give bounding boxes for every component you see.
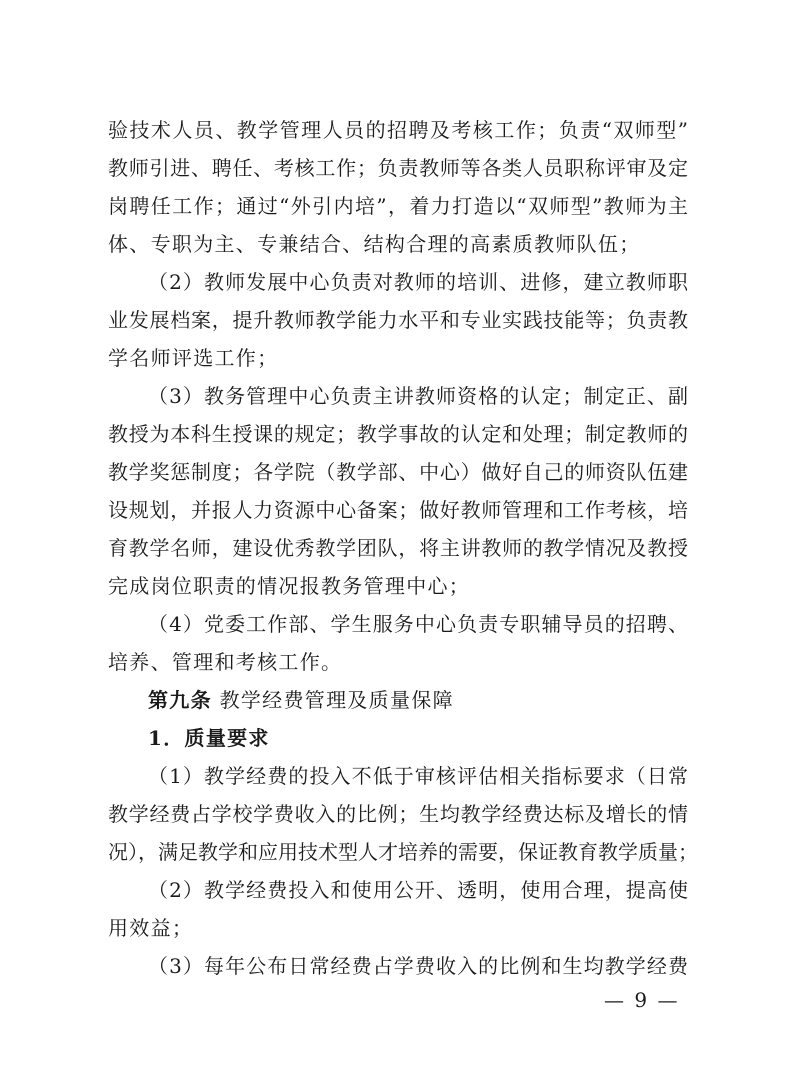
paragraph-line: 况），满足教学和应用技术型人才培养的需要，保证教育教学质量； — [108, 840, 698, 864]
paragraph-line: 完成岗位职责的情况报教务管理中心； — [108, 574, 471, 598]
section-heading: 1．质量要求 — [148, 726, 270, 750]
paragraph-line: 岗聘任工作；通过“外引内培”，着力打造以“双师型”教师为主 — [108, 194, 688, 218]
paragraph-line: 学名师评选工作； — [108, 346, 279, 370]
paragraph-line: （3）教务管理中心负责主讲教师资格的认定；制定正、副 — [148, 384, 688, 408]
paragraph-line: 体、专职为主、专兼结合、结构合理的高素质教师队伍； — [108, 232, 641, 256]
paragraph-line: （2）教学经费投入和使用公开、透明，使用合理，提高使 — [148, 878, 688, 902]
paragraph-line: 用效益； — [108, 916, 194, 940]
paragraph-line: 教授为本科生授课的规定；教学事故的认定和处理；制定教师的 — [108, 422, 688, 446]
article-heading-line — [148, 685, 454, 715]
paragraph-line: （1）教学经费的投入不低于审核评估相关指标要求（日常 — [148, 764, 688, 788]
paragraph-line: 设规划，并报人力资源中心备案；做好教师管理和工作考核，培 — [108, 498, 688, 522]
paragraph-line: 教学奖惩制度；各学院（教学部、中心）做好自己的师资队伍建 — [108, 460, 688, 484]
paragraph-line: 业发展档案，提升教师教学能力水平和专业实践技能等；负责教 — [108, 308, 688, 332]
paragraph-line: 验技术人员、教学管理人员的招聘及考核工作；负责“双师型” — [108, 118, 688, 142]
paragraph-line: （3）每年公布日常经费占学费收入的比例和生均教学经费 — [148, 954, 688, 978]
article-number: 第九条 — [148, 688, 212, 712]
paragraph-line: 培养、管理和考核工作。 — [108, 650, 343, 674]
paragraph-line: （4）党委工作部、学生服务中心负责专职辅导员的招聘、 — [148, 612, 688, 636]
paragraph-line: 教师引进、聘任、考核工作；负责教师等各类人员职称评审及定 — [108, 156, 688, 180]
paragraph-line: （2）教师发展中心负责对教师的培训、进修，建立教师职 — [148, 270, 688, 294]
page-number: — 9 — — [604, 988, 680, 1012]
paragraph-line: 育教学名师，建设优秀教学团队，将主讲教师的教学情况及教授 — [108, 536, 688, 560]
paragraph-line: 教学经费占学校学费收入的比例；生均教学经费达标及增长的情 — [108, 802, 688, 826]
article-title: 教学经费管理及质量保障 — [211, 688, 454, 712]
